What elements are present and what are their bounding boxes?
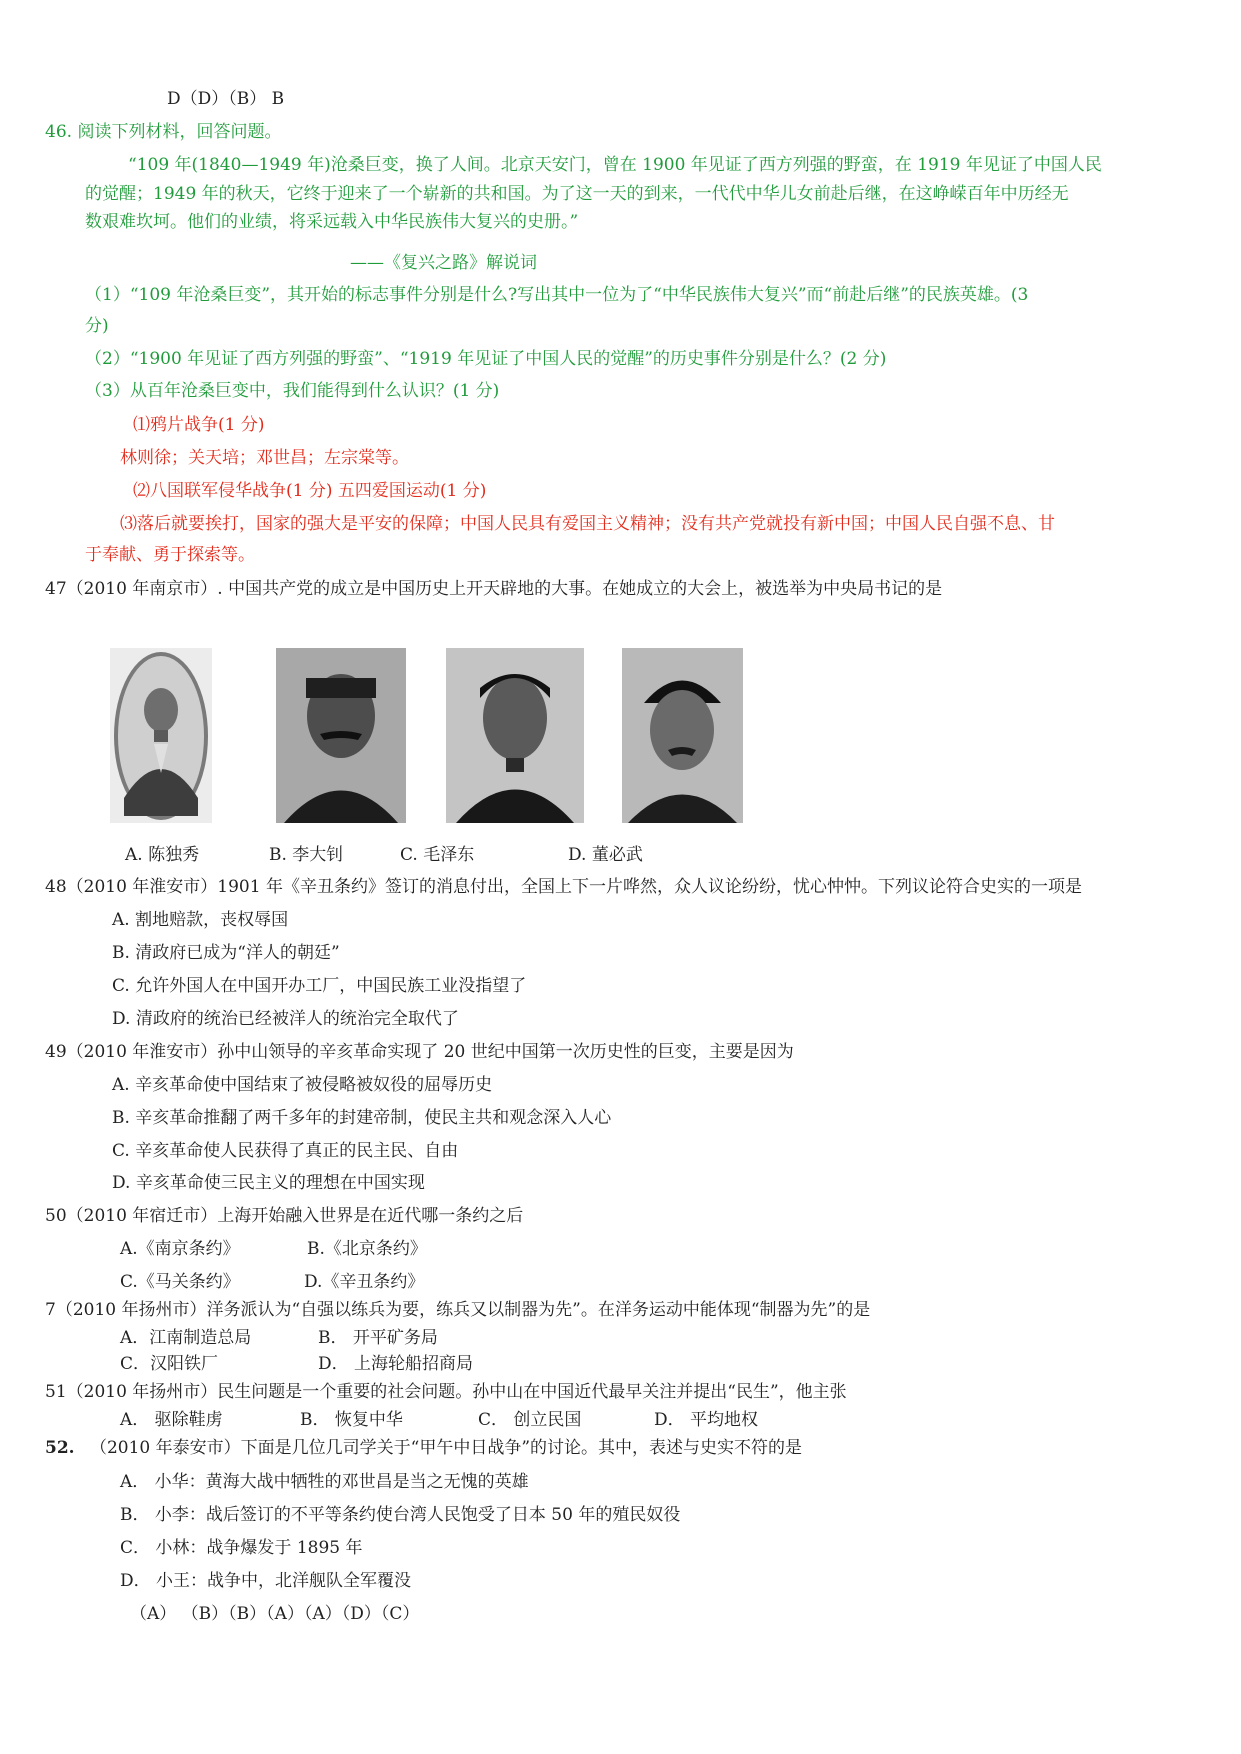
answer-key: （A） （B）（B）（A）（A）（D）（C）: [130, 1604, 420, 1624]
q46-sub3: （3）从百年沧桑巨变中，我们能得到什么认识？(1 分): [85, 381, 500, 401]
q46-sub2: （2）“1900 年见证了西方列强的野蛮”、“1919 年见证了中国人民的觉醒”的历史事件分别是什么？(2 分): [85, 349, 887, 369]
prev-answers: D（D）（B） B: [167, 89, 285, 109]
q46-sub1-line2: 分): [85, 316, 109, 336]
q49-option-b: B. 辛亥革命推翻了两千多年的封建帝制，使民主共和观念深入人心: [112, 1108, 612, 1128]
q51-option-c: C． 创立民国: [478, 1410, 582, 1430]
portrait-dong-biwu: [622, 648, 743, 823]
q51-stem: 51（2010 年扬州市）民生问题是一个重要的社会问题。孙中山在中国近代最早关注并提出“民生”，他主张: [45, 1382, 847, 1402]
q46-answer1-heroes: 林则徐；关天培；邓世昌；左宗棠等。: [120, 448, 409, 468]
q46-material-line3: 数艰难坎坷。他们的业绩，将采远载入中华民族伟大复兴的史册。”: [85, 212, 579, 232]
q48-stem: 48（2010 年淮安市）1901 年《辛丑条约》签订的消息付出，全国上下一片哗然，众人议论纷纷，忧心忡忡。下列议论符合史实的一项是: [45, 877, 1082, 897]
q7-option-d: D． 上海轮船招商局: [318, 1354, 474, 1374]
q46-material-line2: 的觉醒；1949 年的秋天，它终于迎来了一个崭新的共和国。为了这一天的到来，一代代中华儿女前赴后继，在这峥嵘百年中历经无: [85, 184, 1069, 204]
q51-option-d: D． 平均地权: [654, 1410, 759, 1430]
portrait-mao-zedong: [446, 648, 584, 823]
q47-option-a: A. 陈独秀: [125, 845, 200, 865]
q7-option-a: A．江南制造总局: [120, 1328, 252, 1348]
q51-option-a: A． 驱除鞋虏: [120, 1410, 223, 1430]
q48-option-d: D. 清政府的统治已经被洋人的统治完全取代了: [112, 1009, 459, 1029]
portrait-chen-duxiu: [110, 648, 212, 823]
q50-stem: 50（2010 年宿迁市）上海开始融入世界是在近代哪一条约之后: [45, 1206, 524, 1226]
q52-number: 52.: [45, 1438, 75, 1458]
q49-option-c: C. 辛亥革命使人民获得了真正的民主民、自由: [112, 1141, 459, 1161]
q50-option-c: C.《马关条约》: [120, 1272, 240, 1292]
q47-stem: 47（2010 年南京市）. 中国共产党的成立是中国历史上开天辟地的大事。在她成立的大会上，被选举为中央局书记的是: [45, 579, 943, 599]
q46-sub1-line1: （1）“109 年沧桑巨变”，其开始的标志事件分别是什么?写出其中一位为了“中华民族伟大复兴”而“前赴后继”的民族英雄。(3: [85, 285, 1029, 305]
q46-answer3-line2: 于奉献、勇于探索等。: [85, 545, 255, 565]
q48-option-b: B. 清政府已成为“洋人的朝廷”: [112, 943, 340, 963]
q46-answer1: ⑴鸦片战争(1 分): [133, 415, 265, 435]
q7-option-b: B． 开平矿务局: [318, 1328, 438, 1348]
portrait-li-dazhao: [276, 648, 406, 823]
q50-option-b: B.《北京条约》: [307, 1239, 427, 1259]
q7-stem: 7（2010 年扬州市）洋务派认为“自强以练兵为要，练兵又以制器为先”。在洋务运动中能体现“制器为先”的是: [45, 1300, 871, 1320]
q46-title: 46. 阅读下列材料，回答问题。: [45, 122, 282, 142]
q52-option-d: D． 小王：战争中，北洋舰队全军覆没: [120, 1571, 412, 1591]
q49-stem: 49（2010 年淮安市）孙中山领导的辛亥革命实现了 20 世纪中国第一次历史性的巨变，主要是因为: [45, 1042, 794, 1062]
q52-stem: [45, 1437, 802, 1459]
q46-material-line1: “109 年(1840—1949 年)沧桑巨变，换了人间。北京天安门，曾在 1900 年见证了西方列强的野蛮，在 1919 年见证了中国人民: [128, 155, 1102, 175]
q52-option-b: B． 小李：战后签订的不平等条约使台湾人民饱受了日本 50 年的殖民奴役: [120, 1505, 681, 1525]
q50-option-a: A.《南京条约》: [120, 1239, 240, 1259]
q49-option-d: D. 辛亥革命使三民主义的理想在中国实现: [112, 1173, 425, 1193]
q49-option-a: A. 辛亥革命使中国结束了被侵略被奴役的屈辱历史: [112, 1075, 493, 1095]
q48-option-c: C. 允许外国人在中国开办工厂，中国民族工业没指望了: [112, 976, 527, 996]
q7-option-c: C．汉阳铁厂: [120, 1354, 219, 1374]
q52-option-a: A． 小华：黄海大战中牺牲的邓世昌是当之无愧的英雄: [120, 1472, 529, 1492]
q47-option-b: B. 李大钊: [269, 845, 344, 865]
q48-option-a: A. 割地赔款，丧权辱国: [112, 910, 289, 930]
q46-answer3-line1: ⑶落后就要挨打，国家的强大是平安的保障；中国人民具有爱国主义精神；没有共产党就投有新中国；中国人民自强不息、甘: [120, 514, 1055, 534]
q52-option-c: C． 小林：战争爆发于 1895 年: [120, 1538, 363, 1558]
q47-option-c: C. 毛泽东: [400, 845, 475, 865]
q52-stem-text: （2010 年泰安市）下面是几位几司学关于“甲午中日战争”的讨论。其中，表述与史实不符的是: [89, 1438, 803, 1458]
q50-option-d: D.《辛丑条约》: [304, 1272, 425, 1292]
q47-option-d: D. 董必武: [568, 845, 643, 865]
q46-answer2: ⑵八国联军侵华战争(1 分) 五四爱国运动(1 分): [133, 481, 487, 501]
q46-source: ——《复兴之路》解说词: [350, 253, 537, 273]
q51-option-b: B． 恢复中华: [300, 1410, 403, 1430]
